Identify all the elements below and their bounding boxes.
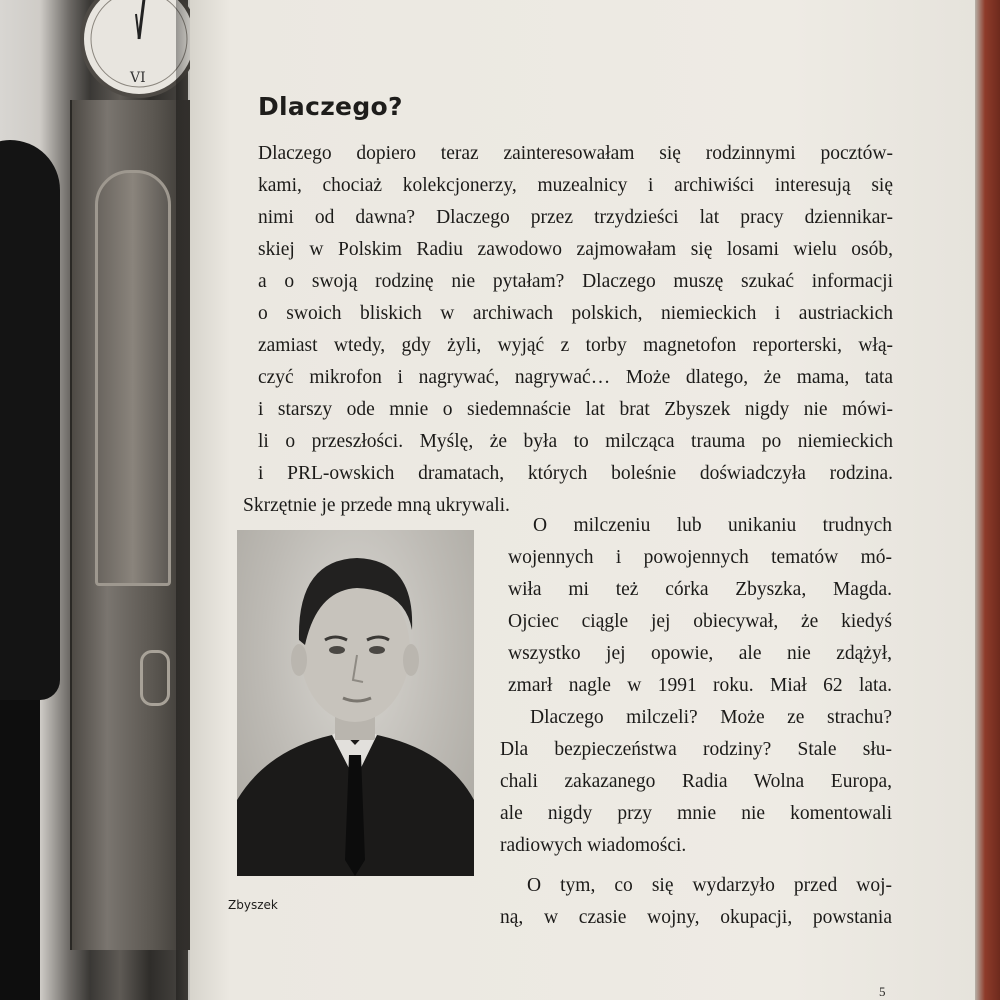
man-portrait-icon (237, 530, 474, 876)
clock-hands-icon (84, 0, 190, 94)
text-line: Dlaczego milczeli? Może ze strachu? (530, 707, 892, 728)
woman-legs (0, 700, 40, 1000)
text-line: chali zakazanego Radia Wolna Europa, (500, 771, 892, 792)
chapter-title: Dlaczego? (258, 92, 403, 121)
text-line: i PRL-owskich dramatach, których boleśnie doświadczyła rodzina. (258, 463, 893, 484)
text-line: li o przeszłości. Myślę, że była to milcząca trauma po niemieckich (258, 431, 893, 452)
text-line: i starszy ode mnie o siedemnaście lat brat Zbyszek nigdy nie mówi- (258, 399, 893, 420)
clock-face (80, 0, 190, 98)
text-line: a o swoją rodzinę nie pytałam? Dlaczego muszę szukać informacji (258, 271, 893, 292)
text-line: wiła mi też córka Zbyszka, Magda. (508, 579, 892, 600)
text-line: czyć mikrofon i nagrywać, nagrywać… Może dlatego, że mama, tata (258, 367, 893, 388)
text-line: O milczeniu lub unikaniu trudnych (533, 515, 892, 536)
portrait-photo-zbyszek (237, 530, 474, 876)
text-line: ale nigdy przy mnie nie komentowali (500, 803, 892, 824)
text-line: Ojciec ciągle jej obiecywał, że kiedyś (508, 611, 892, 632)
text-line: Skrzętnie je przede mną ukrywali. (243, 495, 510, 516)
text-line: wszystko jej opowie, ale nie zdążył, (508, 643, 892, 664)
text-line: zamiast wtedy, gdy żyli, wyjąć z torby magnetofon reporterski, włą- (258, 335, 893, 356)
book-cover-edge (975, 0, 1000, 1000)
text-line: wojennych i powojennych tematów mó- (508, 547, 892, 568)
photo-caption: Zbyszek (228, 898, 278, 912)
text-line: kami, chociaż kolekcjonerzy, muzealnicy i archiwiści interesują się (258, 175, 893, 196)
text-line: zmarł nagle w 1991 roku. Miał 62 lata. (508, 675, 892, 696)
text-line: skiej w Polskim Radiu zawodowo zajmowałam się losami wielu osób, (258, 239, 893, 260)
clock-door-panel (95, 170, 171, 586)
page-number: 5 (879, 984, 886, 999)
text-line: Dla bezpieczeństwa rodziny? Stale słu- (500, 739, 892, 760)
text-line: radiowych wiadomości. (500, 835, 687, 856)
text-line: Dlaczego dopiero teraz zainteresowałam się rodzinnymi pocztów- (258, 143, 893, 164)
left-page (0, 0, 190, 1000)
text-line: nimi od dawna? Dlaczego przez trzydzieści lat pracy dziennikar- (258, 207, 893, 228)
woman-figure (0, 140, 60, 700)
text-line: ną, w czasie wojny, okupacji, powstania (500, 907, 892, 928)
svg-text:VI: VI (130, 70, 146, 86)
clock-door-handle (140, 650, 170, 706)
text-line: O tym, co się wydarzyło przed woj- (527, 875, 892, 896)
text-line: o swoich bliskich w archiwach polskich, niemieckich i austriackich (258, 303, 893, 324)
left-page-photo (0, 0, 188, 1000)
